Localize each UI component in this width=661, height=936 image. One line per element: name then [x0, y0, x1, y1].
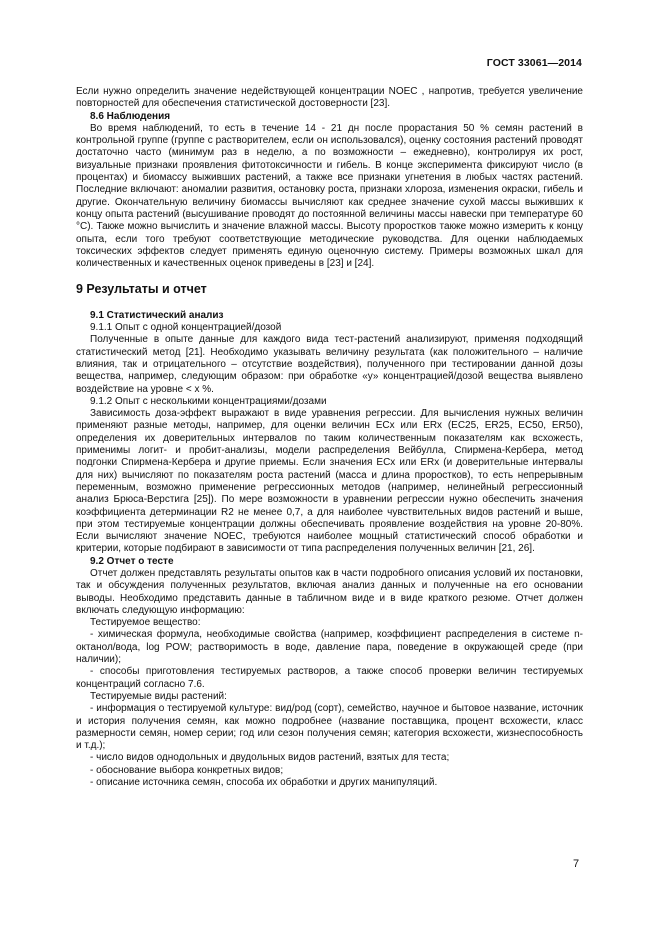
page-number: 7 — [573, 858, 580, 870]
section-9-2-heading: 9.2 Отчет о тесте — [90, 555, 174, 567]
section-8-6-paragraph: Во время наблюдений, то есть в течение 14 - 21 дн после прорастания 50 % семян растений в контрольной группе (группе с растворителем, если он использовался), оценку состояния растений проводят достаточно часто (минимум раз в неделю, а по возможности – ежедневно), контролируя их рост, визуальные признаки проявления фитотоксичности и гибель. В конце эксперимента фиксируют число (в процентах) и биомассу выживших растений, а также все признаки угнетения в любых частях растений. Последние включают: аномалии развития, остановку роста, признаки хлороза, изменения окраски, гибель и другие. Окончательную величину биомассы вычисляют как среднее значение сухой массы выживших к концу опыта растений (высушивание проводят до постоянной величины массы навески при температуре 60 °С). Также можно вычислить и значение влажной массы. Высоту проростков также можно измерить к концу опыта, если того требуют соответствующие методические руководства. Для оценки наблюдаемых токсических эффектов следует применять единую оценочную систему. Примеры возможных шкал для количественных и качественных оценок приведены в [23] и [24]. — [76, 122, 583, 270]
standard-header: ГОСТ 33061—2014 — [486, 57, 582, 69]
tested-substance-item: - способы приготовления тестируемых растворов, а также способ проверки величин тестируемых концентраций согласно 7.6. — [76, 666, 583, 690]
tested-species-label: Тестируемые виды растений: — [90, 690, 227, 702]
section-9-1-1-heading: 9.1.1 Опыт с одной концентрацией/дозой — [90, 322, 282, 334]
intro-paragraph: Если нужно определить значение недействующей концентрации NOEC , напротив, требуется увеличение повторностей для обеспечения статистической достоверности [23]. — [76, 86, 583, 110]
section-9-1-2-heading: 9.1.2 Опыт с несколькими концентрациями/дозами — [90, 395, 327, 407]
tested-species-item: - информация о тестируемой культуре: вид/род (сорт), семейство, научное и бытовое название, источник и история получения семян, как можно подробнее (название поставщика, процент всхожести, класс размерности семян, номер серии; год или сезон получения семян; категория всхожести, жизнеспособность и т.д.); — [76, 703, 583, 752]
tested-species-item: - число видов однодольных и двудольных видов растений, взятых для теста; — [90, 752, 450, 764]
section-9-1-1-paragraph: Полученные в опыте данные для каждого вида тест-растений анализируют, применяя подходящий статистический метод [21]. Необходимо указывать величину результата (как положительного – наличие влияния, так и отрицательного – отсутствие воздействия), полученного при тестировании данной дозы вещества, например, следующим образом: при обработке «у» концентрацией/дозой вещества выявлено воздействие на уровне < х %. — [76, 334, 583, 395]
tested-substance-item: - химическая формула, необходимые свойства (например, коэффициент распределения в системе n-октанол/вода, log POW; растворимость в воде, давление пара, поведение в окружающей среде (при наличии); — [76, 629, 583, 666]
section-8-6-heading: 8.6 Наблюдения — [90, 110, 171, 122]
tested-species-item: - обоснование выбора конкретных видов; — [90, 764, 284, 776]
section-9-1-2-paragraph: Зависимость доза-эффект выражают в виде уравнения регрессии. Для вычисления нужных величин применяют разные методы, например, для оценки величин ECx или ERx (EC25, ER25, EC50, ER50), определения их доверительных интервалов по таким количественным показателям как всхожесть, применимы логит- и пробит-анализы, модели распределения Вейбулла, Спирмена-Кербера, метод подгонки Спирмена-Кербера и другие приемы. Если значения ECx или ERx (и доверительные интервалы для них) вычисляют по показателям роста растений (масса и длина проростков), то есть непрерывным переменным, возможно применение регрессионных методов (например, нелинейный регрессионный анализ Брюса-Верстига [25]). По мере возможности в уравнении регрессии нужно обеспечить значения коэффициента детерминации R2 не менее 0,7, а для наиболее чувствительных видов растений и выше, при этом тестируемые концентрации должны обеспечивать проявление воздействия на уровне 20-80%. Если вычисляют значение NOEC, требуются наиболее мощный статистический способ обработки и критерии, которые подбирают в зависимости от типа распределения полученных величин [21, 26]. — [76, 408, 583, 555]
section-9-2-paragraph: Отчет должен представлять результаты опытов как в части подробного описания условий их постановки, так и обсуждения полученных результатов, включая анализ данных и полученные на его основании выводы. Необходимо представить данные в табличном виде и в виде краткого резюме. Отчет должен включать следующую информацию: — [76, 567, 583, 616]
tested-species-item: - описание источника семян, способа их обработки и других манипуляций. — [90, 777, 438, 789]
tested-substance-label: Тестируемое вещество: — [90, 617, 201, 629]
document-body — [76, 86, 583, 789]
section-9-heading: 9 Результаты и отчет — [76, 282, 207, 297]
section-9-1-heading: 9.1 Статистический анализ — [90, 309, 224, 321]
